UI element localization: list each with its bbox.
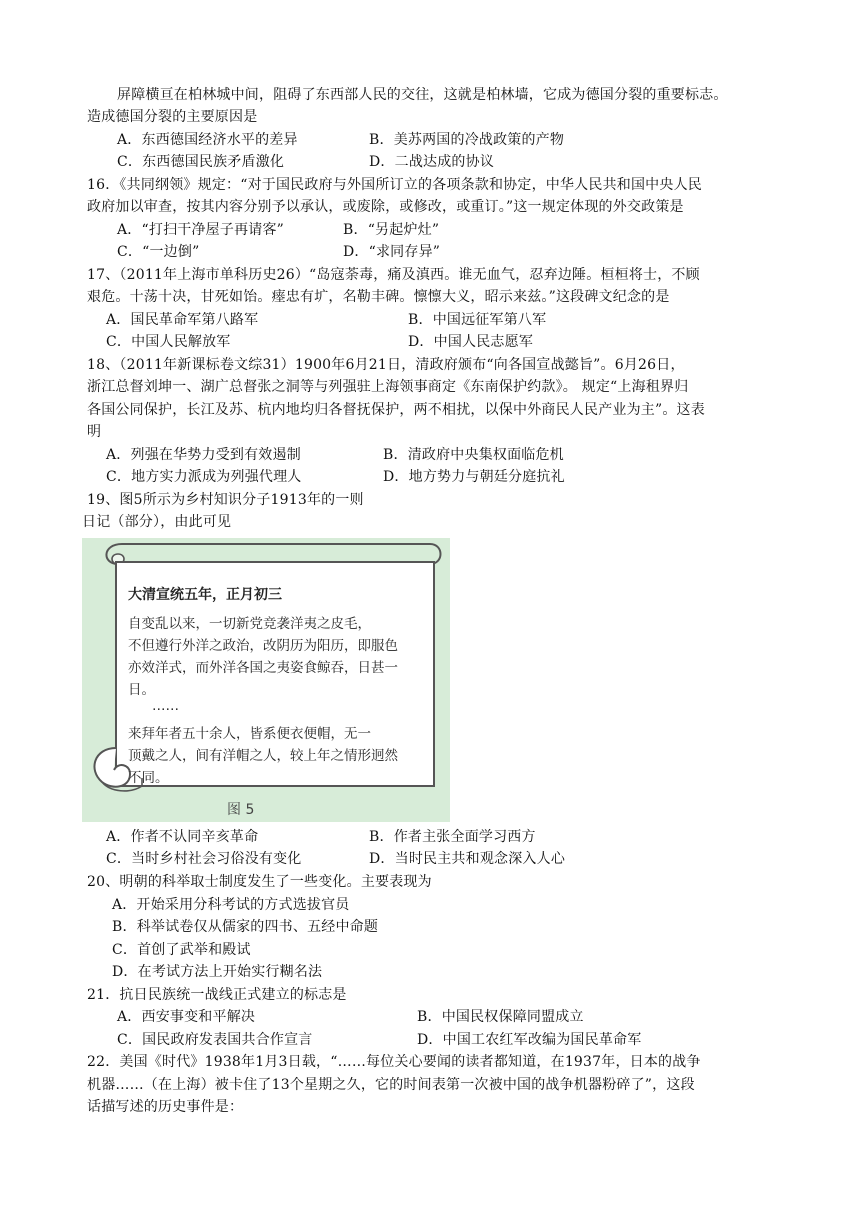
q15-option-b: B．美苏两国的冷战政策的产物 <box>369 132 565 148</box>
q19-option-a: A．作者不认同辛亥革命 <box>106 829 259 845</box>
q21-option-c: C．国民政府发表国共合作宣言 <box>117 1032 313 1048</box>
q20-option-c: C．首创了武举和殿试 <box>112 942 251 958</box>
q17-option-c: C．中国人民解放军 <box>106 334 231 350</box>
q17-option-d: D．中国人民志愿军 <box>408 334 534 350</box>
diary-line-ellipsis: …… <box>152 698 179 714</box>
q15-option-a: A．东西德国经济水平的差异 <box>117 132 298 148</box>
q18-stem-line2: 浙江总督刘坤一、湖广总督张之洞等与列强驻上海领事商定《东南保护约款》。 规定“上海租界归 <box>87 379 689 395</box>
q15-option-c: C．东西德国民族矛盾激化 <box>117 154 285 170</box>
q16-option-a: A．“打扫干净屋子再请客” <box>117 222 285 238</box>
q19-option-d: D．当时民主共和观念深入人心 <box>369 851 566 867</box>
q22-stem-line2: 机器……（在上海）被卡住了13个星期之久，它的时间表第一次被中国的战争机器粉碎了”，这段 <box>87 1077 695 1093</box>
q20-option-d: D．在考试方法上开始实行糊名法 <box>112 964 323 980</box>
q17-option-a: A．国民革命军第八路军 <box>106 312 259 328</box>
q15-option-d: D．二战达成的协议 <box>369 154 495 170</box>
diary-line-3: 亦效洋式，而外洋各国之夷姿食鲸吞，日甚一 <box>128 660 398 676</box>
q15-stem-line2: 造成德国分裂的主要原因是 <box>87 109 258 125</box>
q18-option-a: A．列强在华势力受到有效遏制 <box>106 447 301 463</box>
q22-stem-line3: 话描写述的历史事件是： <box>87 1099 244 1115</box>
diary-line-4: 日。 <box>128 682 155 698</box>
q19-option-b: B．作者主张全面学习西方 <box>369 829 536 845</box>
q16-stem-line2: 政府加以审查，按其内容分别予以承认，或废除，或修改，或重订。”这一规定体现的外交政策是 <box>87 199 684 215</box>
q15-stem-line1: 屏障横亘在柏林城中间，阻碍了东西部人民的交往，这就是柏林墙，它成为德国分裂的重要标志。 <box>117 87 728 103</box>
q17-stem-line1: 17、（2011年上海市单科历史26）“岛寇荼毒，痛及滇西。谁无血气，忍弃边陲。桓桓将士，不顾 <box>87 267 700 283</box>
q20-stem: 20、明朝的科举取士制度发生了一些变化。主要表现为 <box>87 874 432 890</box>
q16-option-c: C．“一边倒” <box>117 244 200 260</box>
q21-stem: 21．抗日民族统一战线正式建立的标志是 <box>87 987 347 1003</box>
q21-option-b: B．中国民权保障同盟成立 <box>417 1009 584 1025</box>
q20-option-b: B．科举试卷仅从儒家的四书、五经中命题 <box>112 919 379 935</box>
q18-stem-line4: 明 <box>87 424 102 440</box>
q18-stem-line3: 各国公同保护，长江及苏、杭内地均归各督抚保护，两不相扰，以保中外商民人民产业为主”。这表 <box>87 402 705 418</box>
q19-option-c: C．当时乡村社会习俗没有变化 <box>106 851 302 867</box>
q16-option-d: D．“求同存异” <box>343 244 441 260</box>
q18-stem-line1: 18、（2011年新课标卷文综31）1900年6月21日，清政府颁布“向各国宣战懿旨”。6月26日， <box>87 357 685 373</box>
q17-stem-line2: 艰危。十荡十决，甘死如饴。瘗忠有圹，名勒丰碑。懔懔大义，昭示来兹。”这段碑文纪念的是 <box>87 289 670 305</box>
diary-line-1: 自变乱以来，一切新党竞袭洋夷之皮毛， <box>128 616 371 632</box>
diary-line-2: 不但遵行外洋之政治，改阴历为阳历，即服色 <box>128 638 398 654</box>
q19-stem-line1: 19、图5所示为乡村知识分子1913年的一则 <box>87 492 364 508</box>
q21-option-d: D．中国工农红军改编为国民革命军 <box>417 1032 642 1048</box>
q18-option-d: D．地方势力与朝廷分庭抗礼 <box>383 469 565 485</box>
q19-stem-line2: 日记（部分），由此可见 <box>82 514 232 530</box>
q20-option-a: A．开始采用分科考试的方式选拔官员 <box>112 897 350 913</box>
diary-heading: 大清宣统五年，正月初三 <box>128 587 282 603</box>
diary-line-5: 来拜年者五十余人，皆系便衣便帽，无一 <box>128 726 371 742</box>
q21-option-a: A．西安事变和平解决 <box>117 1009 256 1025</box>
q22-stem-line1: 22．美国《时代》1938年1月3日载，“……每位关心要闻的读者都知道，在1937年，日本的战争 <box>87 1054 701 1070</box>
diary-line-6: 顶戴之人，间有洋帽之人，较上年之情形迥然 <box>128 748 398 764</box>
q18-option-b: B．清政府中央集权面临危机 <box>383 447 564 463</box>
q16-option-b: B．“另起炉灶” <box>343 222 440 238</box>
figure-caption: 图 5 <box>227 802 255 818</box>
diary-line-7: 不同。 <box>128 770 169 786</box>
q16-stem-line1: 16．《共同纲领》规定：“对于国民政府与外国所订立的各项条款和协定，中华人民共和国中央人民 <box>87 177 702 193</box>
figure-5-diary-scroll <box>82 538 450 822</box>
q17-option-b: B．中国远征军第八军 <box>408 312 547 328</box>
q18-option-c: C．地方实力派成为列强代理人 <box>106 469 302 485</box>
